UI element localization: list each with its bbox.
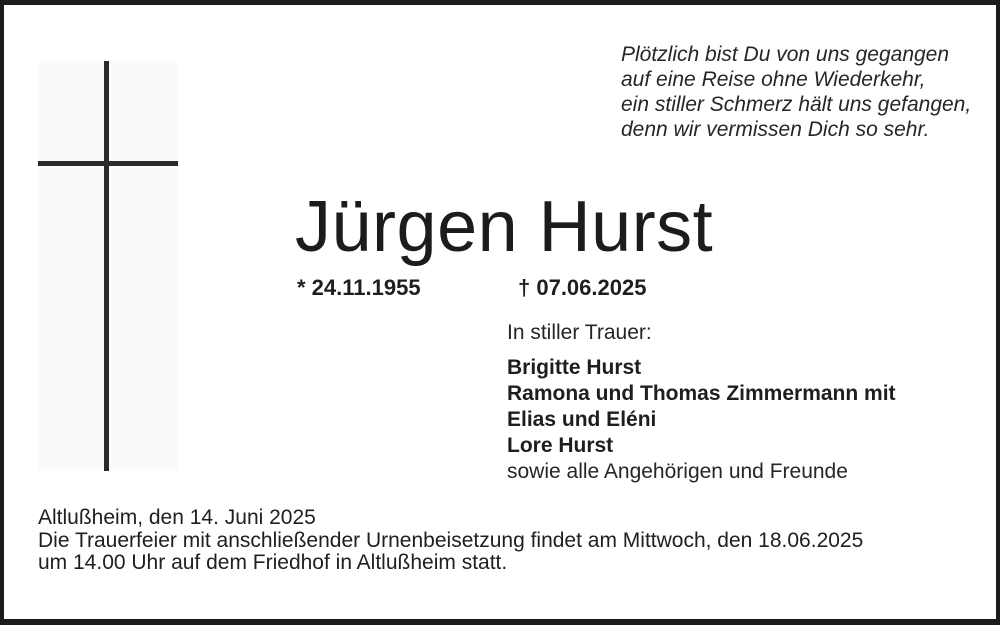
mourner-line: Ramona und Thomas Zimmermann mit bbox=[507, 382, 896, 405]
mourning-intro: In stiller Trauer: bbox=[507, 321, 652, 344]
poem-line: denn wir vermissen Dich so sehr. bbox=[621, 118, 930, 141]
mourners-list bbox=[507, 355, 896, 485]
mourner-line: Elias und Eléni bbox=[507, 408, 657, 431]
funeral-info-line: Die Trauerfeier mit anschließender Urnenbeisetzung findet am Mittwoch, den 18.06.2025 bbox=[38, 528, 864, 552]
death-date: † 07.06.2025 bbox=[518, 275, 647, 300]
poem bbox=[621, 42, 971, 142]
mourners-closing: sowie alle Angehörigen und Freunde bbox=[507, 460, 848, 483]
funeral-info-line: um 14.00 Uhr auf dem Friedhof in Altlußheim statt. bbox=[38, 551, 508, 574]
poem-line: ein stiller Schmerz hält uns gefangen, bbox=[621, 93, 972, 116]
birth-date: * 24.11.1955 bbox=[297, 275, 421, 300]
funeral-info bbox=[38, 507, 863, 575]
mourner-line: Brigitte Hurst bbox=[507, 356, 642, 379]
cross-horizontal-bar bbox=[38, 161, 178, 166]
mourner-line: Lore Hurst bbox=[507, 434, 614, 457]
poem-line: auf eine Reise ohne Wiederkehr, bbox=[621, 68, 926, 91]
cross-vertical-bar bbox=[104, 61, 109, 471]
poem-line: Plötzlich bist Du von uns gegangen bbox=[621, 43, 950, 66]
deceased-name: Jürgen Hurst bbox=[295, 187, 714, 267]
place-date: Altlußheim, den 14. Juni 2025 bbox=[38, 506, 316, 529]
